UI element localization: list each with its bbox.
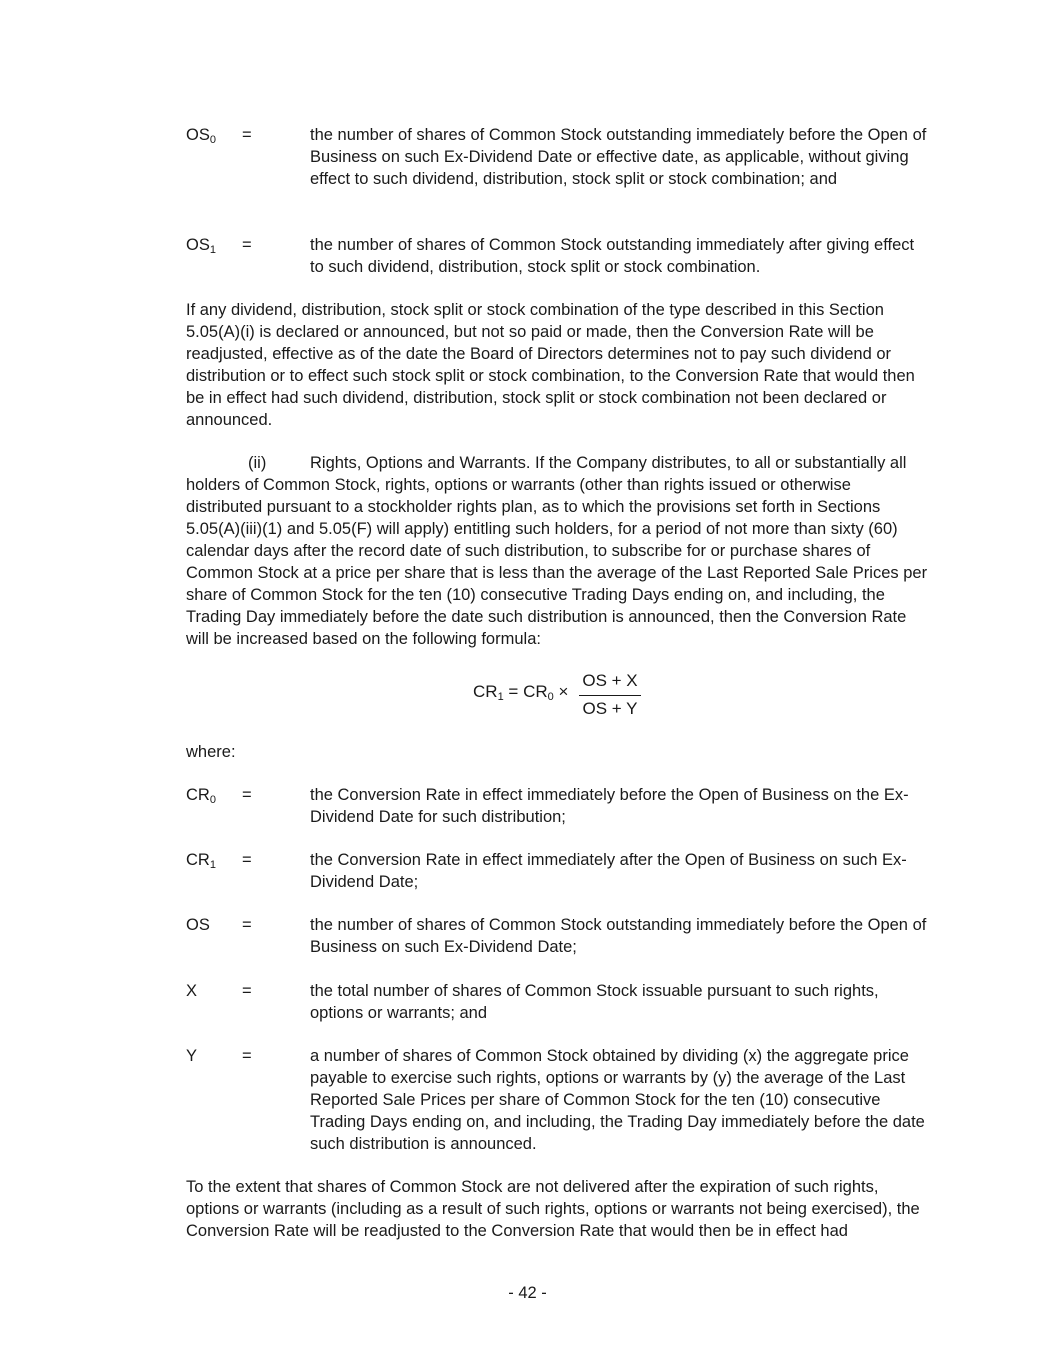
definition-symbol: $CR_0$	[186, 786, 216, 806]
definition-text: the number of shares of Common Stock outstanding immediately before the Open of Business on such Ex-Dividend Date;	[310, 916, 927, 956]
definition-symbol: $OS_0$	[186, 126, 216, 146]
formula-numerator: OS + X	[582, 671, 638, 690]
section-ii-heading: Rights, Options and Warrants.	[310, 454, 531, 472]
equals-sign: =	[242, 1047, 252, 1065]
paragraph-extent: To the extent that shares of Common Stock are not delivered after the expiration of such rights, options or warrants (including as a result of such rights, options or warrants not being exercised), the Conversion Rate will be readjusted to the Conversion Rate that would then be in effect had	[186, 1178, 920, 1240]
definition-symbol: $CR_1$	[186, 851, 216, 871]
paragraph-readjustment: If any dividend, distribution, stock split or stock combination of the type described in this Section 5.05(A)(i) is declared or announced, but not so paid or made, then the Conversion Rate will be readjusted, effective as of the date the Board of Directors determines not to pay such dividend or distribution or to effect such stock split or stock combination, to the Conversion Rate that would then be in effect had such dividend, distribution, stock split or stock combination not been declared or announced.	[186, 301, 915, 429]
section-ii-text: If the Company distributes, to all or substantially all holders of Common Stock, rights, options or warrants (other than rights issued or otherwise distributed pursuant to a stockholder rights plan, as to which the provisions set forth in Sections 5.05(A)(iii)(1) and 5.05(F) will apply) entitling such holders, for a period of not more than sixty (60) calendar days after the record date of such distribution, to subscribe for or purchase shares of Common Stock at a price per share that is less than the average of the Last Reported Sale Prices per share of Common Stock for the ten (10) consecutive Trading Days ending on, and including, the Trading Day immediately before the date such distribution is announced, then the Conversion Rate will be increased based on the following formula:	[186, 454, 928, 648]
section-ii-paragraph	[186, 452, 930, 650]
section-ii-label: (ii)	[248, 454, 267, 472]
equals-sign: =	[242, 851, 252, 869]
definition-symbol: $OS_1$	[186, 236, 216, 256]
formula-denominator: OS + Y	[582, 699, 638, 718]
formula-lhs: $CR_1 = CR_0$ ×	[473, 682, 569, 703]
fraction-bar	[579, 695, 641, 696]
equals-sign: =	[242, 916, 252, 934]
definition-text: a number of shares of Common Stock obtained by dividing (x) the aggregate price payable to exercise such rights, options or warrants by (y) the average of the Last Reported Sale Prices per share of Common Stock for the ten (10) consecutive Trading Days ending on, and including, the Trading Day immediately before the date such distribution is announced.	[310, 1047, 925, 1153]
equals-sign: =	[242, 786, 252, 804]
definition-text: the total number of shares of Common Stock issuable pursuant to such rights, options or warrants; and	[310, 982, 879, 1022]
definition-symbol: X	[186, 982, 198, 1000]
definition-symbol: OS	[186, 916, 210, 934]
definition-text: the Conversion Rate in effect immediately after the Open of Business on such Ex-Dividend Date;	[310, 851, 907, 891]
definition-text: the Conversion Rate in effect immediately before the Open of Business on the Ex-Dividend Date for such distribution;	[310, 786, 909, 826]
definition-text: the number of shares of Common Stock outstanding immediately after giving effect to such dividend, distribution, stock split or stock combination.	[310, 236, 915, 276]
equals-sign: =	[242, 982, 252, 1000]
page-number: - 42 -	[508, 1284, 547, 1302]
definition-text: the number of shares of Common Stock outstanding immediately before the Open of Business on such Ex-Dividend Date or effective date, as applicable, without giving effect to such dividend, distribution, stock split or stock combination; and	[310, 126, 927, 188]
equals-sign: =	[242, 236, 252, 254]
definition-symbol: Y	[186, 1047, 198, 1065]
conversion-formula	[473, 670, 653, 720]
where-label: where:	[186, 743, 236, 761]
equals-sign: =	[242, 126, 252, 144]
